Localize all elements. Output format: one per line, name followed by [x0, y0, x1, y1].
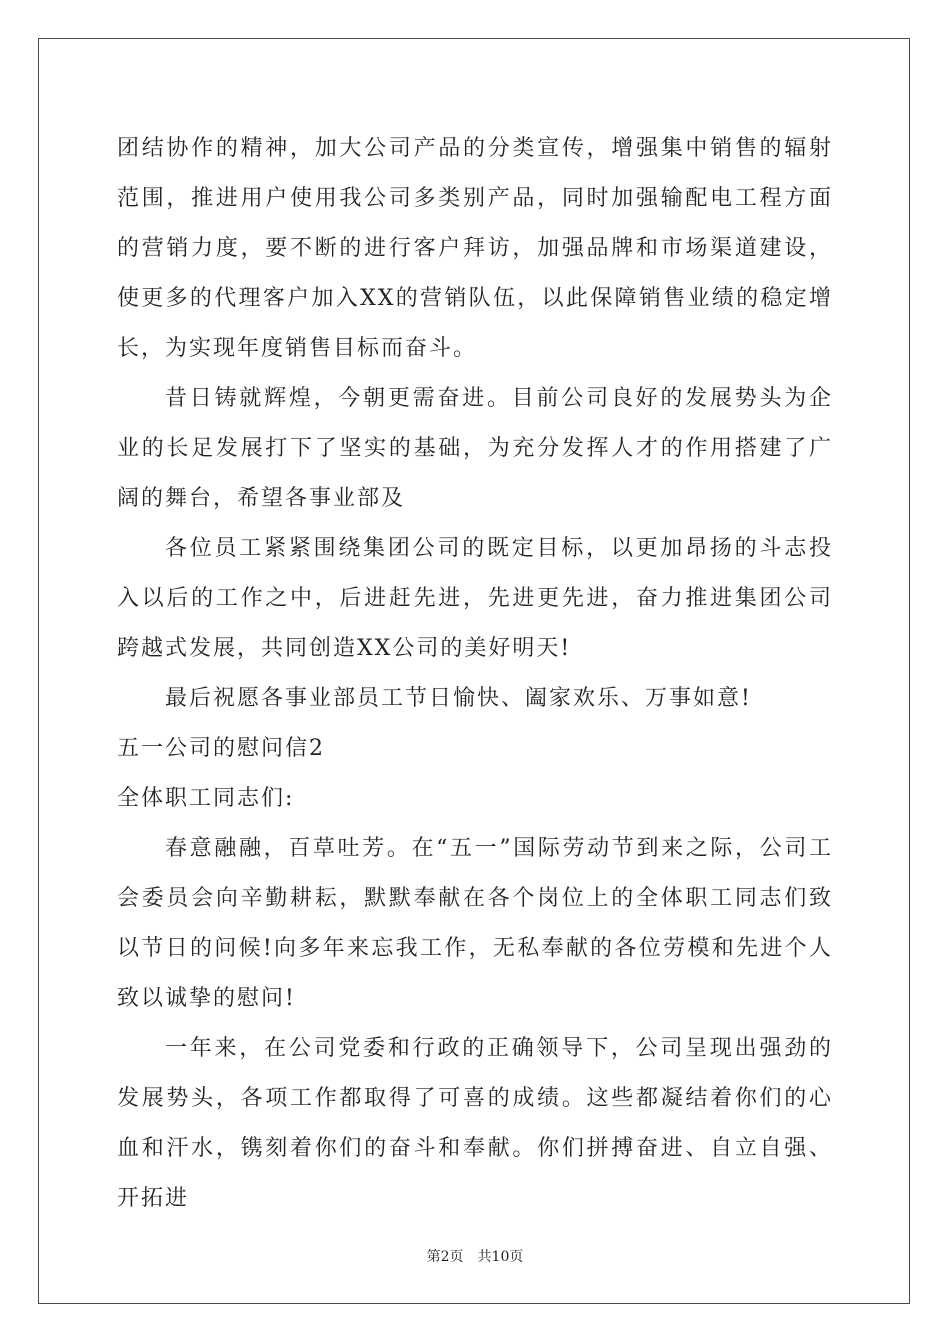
- letter-salutation: 全体职工同志们:: [117, 786, 295, 811]
- paragraph-4: 最后祝愿各事业部员工节日愉快、阖家欢乐、万事如意!: [165, 686, 752, 711]
- paragraph-1: 团结协作的精神，加大公司产品的分类宣传，增强集中销售的辐射范围，推进用户使用我公司多类别产品，同时加强输配电工程方面的营销力度，要不断的进行客户拜访，加强品牌和市场渠道建设，使更多的代理客户加入XX的营销队伍，以此保障销售业绩的稳定增长，为实现年度销售目标而奋斗。: [117, 136, 833, 361]
- page-number: 第2页: [426, 1249, 464, 1265]
- paragraph-2: 昔日铸就辉煌，今朝更需奋进。目前公司良好的发展势头为企业的长足发展打下了坚实的基础，为充分发挥人才的作用搭建了广阔的舞台，希望各事业部及: [117, 386, 833, 511]
- page-total: 共10页: [477, 1249, 524, 1265]
- paragraph-8: 一年来，在公司党委和行政的正确领导下，公司呈现出强劲的发展势头，各项工作都取得了可喜的成绩。这些都凝结着你们的心血和汗水，镌刻着你们的奋斗和奉献。你们拼搏奋进、自立自强、开拓进: [117, 1036, 833, 1211]
- paragraph-7: 春意融融，百草吐芳。在“五一”国际劳动节到来之际，公司工会委员会向辛勤耕耘，默默奉献在各个岗位上的全体职工同志们致以节日的问候!向多年来忘我工作，无私奉献的各位劳模和先进个人致以诚挚的慰问!: [117, 836, 833, 1011]
- letter-title: 五一公司的慰问信2: [117, 736, 325, 761]
- paragraph-3: 各位员工紧紧围绕集团公司的既定目标，以更加昂扬的斗志投入以后的工作之中，后进赶先进，先进更先进，奋力推进集团公司跨越式发展，共同创造XX公司的美好明天!: [117, 536, 833, 661]
- page-footer: [0, 1247, 950, 1267]
- document-body: [117, 124, 833, 1224]
